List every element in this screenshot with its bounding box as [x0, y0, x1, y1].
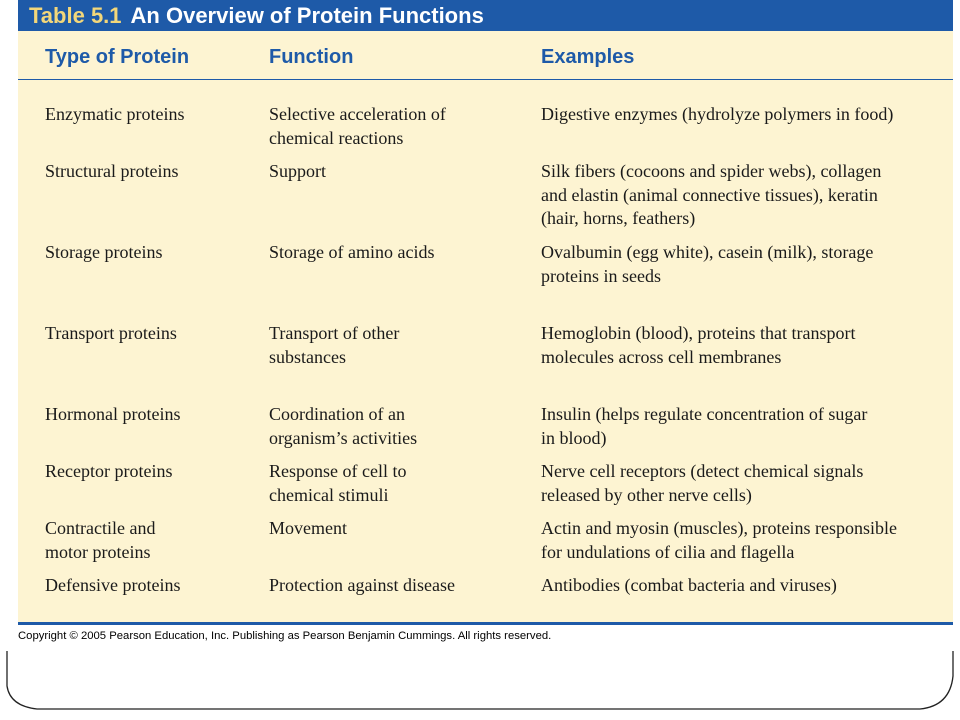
table-number: Table 5.1	[29, 2, 122, 28]
column-header-examples: Examples	[541, 46, 635, 68]
cell-line: Storage proteins	[45, 242, 163, 262]
function-cell	[269, 103, 446, 150]
cell-line: released by other nerve cells)	[541, 484, 752, 505]
cell-line: Silk fibers (cocoons and spider webs), collagen	[541, 161, 882, 181]
function-cell	[269, 460, 406, 507]
cell-line: Actin and myosin (muscles), proteins responsible	[541, 518, 897, 538]
cell-line: Storage of amino acids	[269, 242, 435, 262]
examples-cell	[541, 517, 897, 564]
function-cell	[269, 241, 434, 265]
type-cell	[45, 103, 184, 127]
cell-line: Response of cell to	[269, 461, 407, 481]
type-cell	[45, 322, 177, 346]
cell-line: Hormonal proteins	[45, 404, 181, 424]
examples-cell	[541, 241, 873, 288]
cell-line: (hair, horns, feathers)	[541, 208, 696, 228]
cell-line: and elastin (animal connective tissues), keratin	[541, 184, 878, 205]
type-cell	[45, 160, 178, 184]
cell-line: Transport of other	[269, 323, 400, 343]
cell-line: Structural proteins	[45, 161, 179, 181]
examples-cell	[541, 460, 863, 507]
examples-cell	[541, 322, 855, 369]
function-cell	[269, 517, 347, 541]
cell-line: Hemoglobin (blood), proteins that transport	[541, 323, 856, 343]
table-title: An Overview of Protein Functions	[130, 2, 484, 28]
examples-cell	[541, 103, 893, 127]
type-cell	[45, 403, 180, 427]
type-cell	[45, 241, 162, 265]
cell-line: chemical stimuli	[269, 484, 389, 505]
cell-line: Digestive enzymes (hydrolyze polymers in food)	[541, 104, 894, 124]
type-cell	[45, 460, 172, 484]
function-cell	[269, 322, 399, 369]
cell-line: Nerve cell receptors (detect chemical signals	[541, 461, 864, 481]
cell-line: motor proteins	[45, 541, 151, 562]
cell-line: Coordination of an	[269, 404, 405, 424]
cell-line: Transport proteins	[45, 323, 177, 343]
cell-line: proteins in seeds	[541, 265, 661, 286]
copyright-notice: Copyright © 2005 Pearson Education, Inc. Publishing as Pearson Benjamin Cummings. All rights reserved.	[18, 630, 552, 642]
cell-line: Receptor proteins	[45, 461, 173, 481]
column-header-type: Type of Protein	[45, 46, 190, 68]
type-cell	[45, 517, 155, 564]
cell-line: Defensive proteins	[45, 575, 181, 595]
function-cell	[269, 574, 455, 598]
cell-line: Enzymatic proteins	[45, 104, 185, 124]
cell-line: in blood)	[541, 427, 607, 448]
examples-cell	[541, 160, 881, 231]
cell-line: Contractile and	[45, 518, 156, 538]
cell-line: Support	[269, 161, 327, 181]
cell-line: Protection against disease	[269, 575, 455, 595]
column-header-function: Function	[269, 46, 354, 68]
table-bottom-rule	[18, 622, 953, 625]
table-title-bar	[18, 0, 953, 31]
cell-line: Insulin (helps regulate concentration of sugar	[541, 404, 868, 424]
cell-line: Ovalbumin (egg white), casein (milk), storage	[541, 242, 874, 262]
header-divider	[18, 79, 953, 80]
cell-line: Selective acceleration of	[269, 104, 446, 124]
cell-line: organism’s activities	[269, 427, 418, 448]
examples-cell	[541, 574, 837, 598]
cell-line: chemical reactions	[269, 127, 404, 148]
cell-line: Antibodies (combat bacteria and viruses)	[541, 575, 837, 595]
function-cell	[269, 403, 417, 450]
cell-line: Movement	[269, 518, 347, 538]
cell-line: substances	[269, 346, 346, 367]
type-cell	[45, 574, 180, 598]
cell-line: for undulations of cilia and flagella	[541, 541, 795, 562]
examples-cell	[541, 403, 867, 450]
function-cell	[269, 160, 326, 184]
cell-line: molecules across cell membranes	[541, 346, 782, 367]
